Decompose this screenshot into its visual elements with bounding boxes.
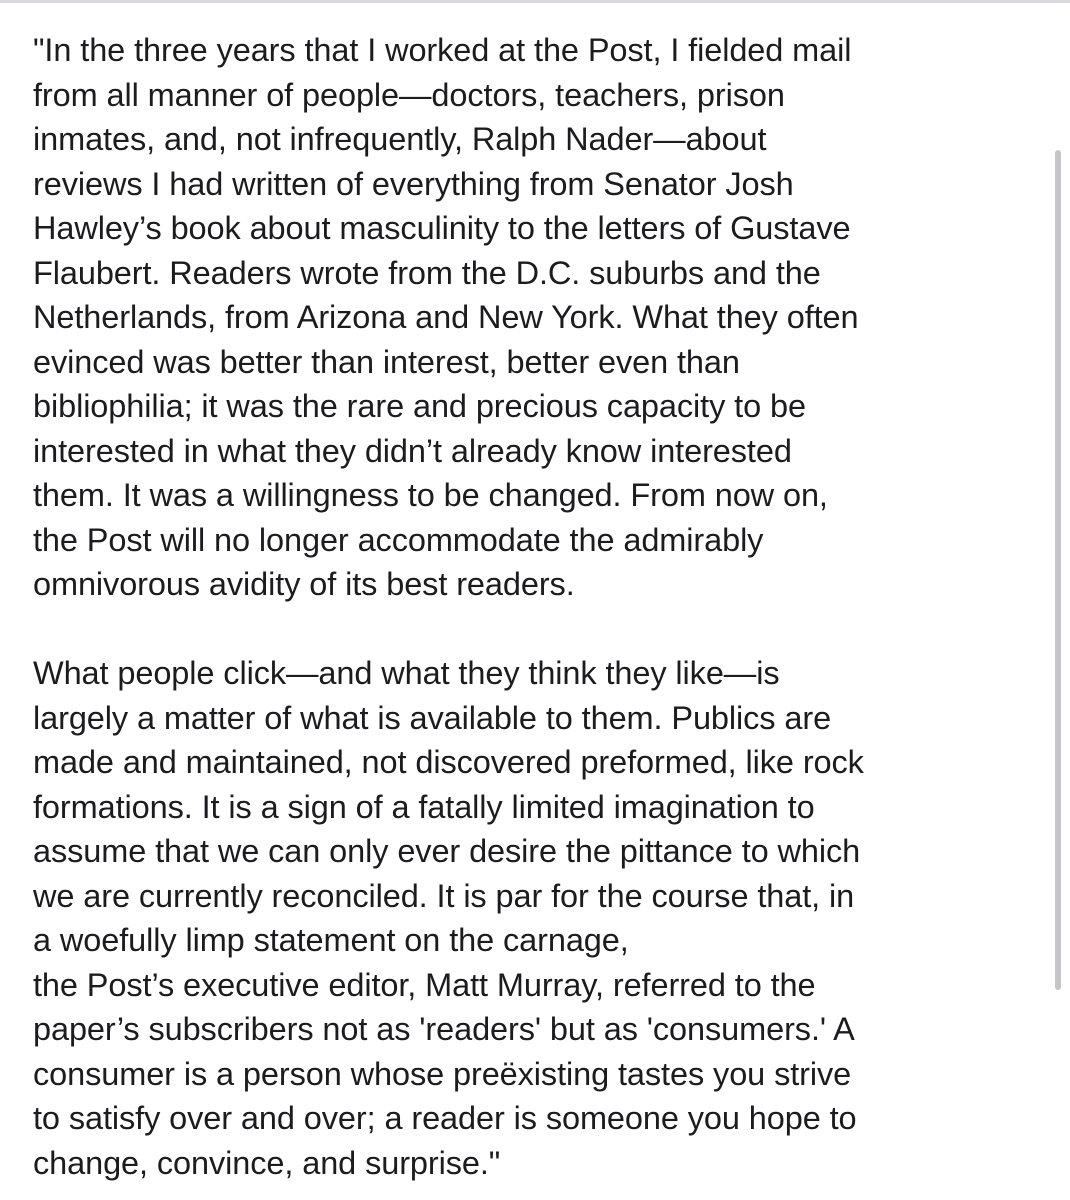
paragraph-break xyxy=(33,607,1033,652)
note-body[interactable] xyxy=(33,28,1033,1185)
text-line: Flaubert. Readers wrote from the D.C. suburbs and the xyxy=(33,254,821,291)
text-line: bibliophilia; it was the rare and precious capacity to be xyxy=(33,388,806,424)
text-line: them. It was a willingness to be changed. From now on, xyxy=(33,477,828,513)
text-line: What people click—and what they think they like—is xyxy=(33,655,780,691)
vertical-scrollbar[interactable] xyxy=(1052,150,1062,990)
text-line: paper’s subscribers not as 'readers' but as 'consumers.' A xyxy=(33,1011,855,1047)
quote-paragraph-2 xyxy=(33,651,1033,1185)
text-line: we are currently reconciled. It is par for the course that, in xyxy=(33,877,855,914)
text-line: largely a matter of what is available to them. Publics are xyxy=(33,699,832,736)
text-line: a woefully limp statement on the carnage, xyxy=(33,922,629,958)
text-line: formations. It is a sign of a fatally limited imagination to xyxy=(33,788,815,825)
text-line: the Post will no longer accommodate the admirably xyxy=(33,521,764,558)
quote-paragraph-1 xyxy=(33,28,1033,607)
text-line: evinced was better than interest, better even than xyxy=(33,343,740,380)
scrollbar-thumb[interactable] xyxy=(1055,150,1061,990)
text-line: made and maintained, not discovered preformed, like rock xyxy=(33,744,864,780)
text-line: Netherlands, from Arizona and New York. What they often xyxy=(33,299,859,335)
text-line: the Post’s executive editor, Matt Murray, referred to the xyxy=(33,966,816,1003)
text-line: interested in what they didn’t already know interested xyxy=(33,432,792,469)
text-line: Hawley’s book about masculinity to the letters of Gustave xyxy=(33,210,851,246)
text-line: omnivorous avidity of its best readers. xyxy=(33,566,575,602)
text-line: change, convince, and surprise." xyxy=(33,1144,501,1181)
text-line: inmates, and, not infrequently, Ralph Nader—about xyxy=(33,121,767,157)
text-line: consumer is a person whose preëxisting tastes you strive xyxy=(33,1055,852,1092)
top-divider xyxy=(0,0,1070,3)
text-line: assume that we can only ever desire the pittance to which xyxy=(33,833,861,869)
text-line: to satisfy over and over; a reader is someone you hope to xyxy=(33,1100,857,1136)
text-line: from all manner of people—doctors, teachers, prison xyxy=(33,76,785,113)
text-line: "In the three years that I worked at the Post, I fielded mail xyxy=(33,32,852,68)
text-line: reviews I had written of everything from Senator Josh xyxy=(33,165,794,202)
